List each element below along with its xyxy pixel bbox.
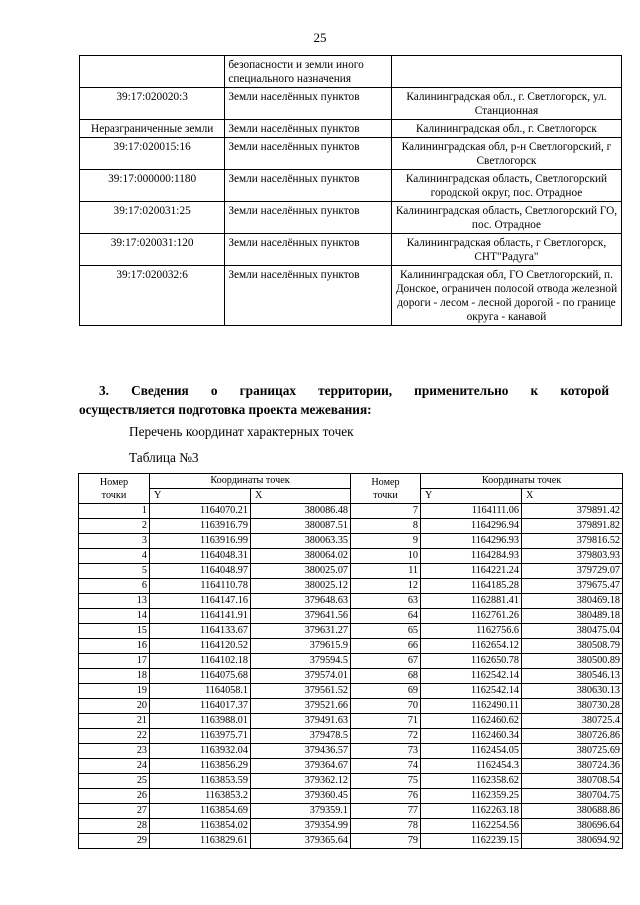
land-row — [80, 170, 622, 202]
point-number: 18 — [79, 669, 150, 684]
y-value: 1163854.02 — [150, 819, 251, 834]
y-value: 1162761.26 — [421, 609, 522, 624]
point-number: 75 — [351, 774, 421, 789]
x-value: 380489.18 — [522, 609, 623, 624]
location-cell: Калининградская область, Светлогорский городской округ, пос. Отрадное — [391, 170, 621, 202]
x-value: 379561.52 — [251, 684, 351, 699]
point-number: 27 — [79, 804, 150, 819]
y-value: 1162650.78 — [421, 654, 522, 669]
land-category-cell: Земли населённых пунктов — [225, 202, 392, 234]
location-cell — [391, 56, 621, 88]
x-value: 380630.13 — [522, 684, 623, 699]
x-value: 380708.54 — [522, 774, 623, 789]
x-value: 379362.12 — [251, 774, 351, 789]
y-value: 1164133.67 — [150, 624, 251, 639]
table-row — [79, 579, 623, 594]
y-value: 1164111.06 — [421, 504, 522, 519]
point-number: 23 — [79, 744, 150, 759]
table-row — [79, 549, 623, 564]
point-number: 74 — [351, 759, 421, 774]
table-row — [79, 759, 623, 774]
x-header: X — [251, 489, 351, 504]
coords-header-row — [79, 474, 623, 489]
point-number: 14 — [79, 609, 150, 624]
x-value: 379354.99 — [251, 819, 351, 834]
x-value: 379436.57 — [251, 744, 351, 759]
y-value: 1162460.62 — [421, 714, 522, 729]
x-value: 380725.69 — [522, 744, 623, 759]
coordinates-header: Координаты точек — [150, 474, 351, 489]
land-row — [80, 120, 622, 138]
table-row — [79, 684, 623, 699]
y-value: 1164296.94 — [421, 519, 522, 534]
point-number: 28 — [79, 819, 150, 834]
table-row — [79, 654, 623, 669]
point-number: 64 — [351, 609, 421, 624]
point-number: 4 — [79, 549, 150, 564]
point-number: 2 — [79, 519, 150, 534]
point-number: 71 — [351, 714, 421, 729]
x-value: 379574.01 — [251, 669, 351, 684]
table-row — [79, 774, 623, 789]
point-number-header-2-line2: точки — [373, 489, 398, 501]
section-heading-line2: осуществляется подготовка проекта межевания: — [79, 402, 372, 417]
location-cell: Калининградская обл, р-н Светлогорский, г Светлогорск — [391, 138, 621, 170]
x-value: 379816.52 — [522, 534, 623, 549]
point-number-header — [79, 474, 150, 504]
y-value: 1164017.37 — [150, 699, 251, 714]
point-number: 69 — [351, 684, 421, 699]
table-row — [79, 729, 623, 744]
point-number: 3 — [79, 534, 150, 549]
y-value: 1163932.04 — [150, 744, 251, 759]
x-value: 380694.92 — [522, 834, 623, 849]
point-number: 6 — [79, 579, 150, 594]
point-number: 25 — [79, 774, 150, 789]
point-number: 67 — [351, 654, 421, 669]
y-value: 1163853.2 — [150, 789, 251, 804]
y-value: 1164296.93 — [421, 534, 522, 549]
table-row — [79, 714, 623, 729]
y-value: 1162263.18 — [421, 804, 522, 819]
x-value: 380696.64 — [522, 819, 623, 834]
section-heading — [79, 381, 609, 419]
cadastral-number-cell: 39:17:020015:16 — [80, 138, 225, 170]
y-value: 1164075.68 — [150, 669, 251, 684]
y-value: 1164048.97 — [150, 564, 251, 579]
land-category-cell: Земли населённых пунктов — [225, 170, 392, 202]
page-number: 25 — [313, 30, 327, 45]
x-value: 380087.51 — [251, 519, 351, 534]
table-caption: Таблица №3 — [129, 450, 199, 465]
point-number-header-2-line1: Номер — [371, 476, 400, 488]
x-value: 379364.67 — [251, 759, 351, 774]
point-number: 1 — [79, 504, 150, 519]
y-value: 1164120.52 — [150, 639, 251, 654]
x-value: 379631.27 — [251, 624, 351, 639]
y-value: 1163853.59 — [150, 774, 251, 789]
point-number: 13 — [79, 594, 150, 609]
point-number: 12 — [351, 579, 421, 594]
point-number: 70 — [351, 699, 421, 714]
point-number: 19 — [79, 684, 150, 699]
x-value: 380688.86 — [522, 804, 623, 819]
x-value: 380025.12 — [251, 579, 351, 594]
land-row — [80, 202, 622, 234]
section-heading-line1: 3. Сведения о границах территории, применительно к которой — [99, 383, 609, 398]
y-value: 1163829.61 — [150, 834, 251, 849]
y-value: 1164102.18 — [150, 654, 251, 669]
cadastral-number-cell — [80, 56, 225, 88]
y-value: 1164284.93 — [421, 549, 522, 564]
x-value: 379478.5 — [251, 729, 351, 744]
x-value: 380469.18 — [522, 594, 623, 609]
point-number: 26 — [79, 789, 150, 804]
land-row — [80, 88, 622, 120]
point-number: 66 — [351, 639, 421, 654]
x-value: 380730.28 — [522, 699, 623, 714]
x-value: 379891.42 — [522, 504, 623, 519]
y-value: 1162542.14 — [421, 684, 522, 699]
point-number: 20 — [79, 699, 150, 714]
point-number: 9 — [351, 534, 421, 549]
y-value: 1162359.25 — [421, 789, 522, 804]
point-number: 21 — [79, 714, 150, 729]
land-plots-table — [79, 55, 622, 326]
land-row — [80, 234, 622, 266]
point-number: 72 — [351, 729, 421, 744]
x-header-2: X — [522, 489, 623, 504]
land-category-cell: Земли населённых пунктов — [225, 234, 392, 266]
x-value: 379491.63 — [251, 714, 351, 729]
y-value: 1164110.78 — [150, 579, 251, 594]
point-number: 63 — [351, 594, 421, 609]
x-value: 380724.36 — [522, 759, 623, 774]
y-value: 1162254.56 — [421, 819, 522, 834]
y-value: 1163975.71 — [150, 729, 251, 744]
point-number-header-line2: точки — [101, 489, 127, 501]
point-number: 8 — [351, 519, 421, 534]
y-value: 1164147.16 — [150, 594, 251, 609]
x-value: 379648.63 — [251, 594, 351, 609]
y-value: 1164070.21 — [150, 504, 251, 519]
table-row — [79, 789, 623, 804]
point-number: 73 — [351, 744, 421, 759]
x-value: 379365.64 — [251, 834, 351, 849]
land-row — [80, 56, 622, 88]
land-category-cell: Земли населённых пунктов — [225, 88, 392, 120]
x-value: 379359.1 — [251, 804, 351, 819]
y-value: 1162654.12 — [421, 639, 522, 654]
cadastral-number-cell: 39:17:000000:1180 — [80, 170, 225, 202]
cadastral-number-cell: 39:17:020031:120 — [80, 234, 225, 266]
y-value: 1163916.79 — [150, 519, 251, 534]
x-value: 380726.86 — [522, 729, 623, 744]
location-cell: Калининградская обл., г. Светлогорск — [391, 120, 621, 138]
point-number: 24 — [79, 759, 150, 774]
x-value: 380725.4 — [522, 714, 623, 729]
x-value: 379891.82 — [522, 519, 623, 534]
x-value: 379615.9 — [251, 639, 351, 654]
land-row — [80, 138, 622, 170]
y-value: 1162542.14 — [421, 669, 522, 684]
y-value: 1162358.62 — [421, 774, 522, 789]
point-number: 7 — [351, 504, 421, 519]
land-category-cell: Земли населённых пунктов — [225, 266, 392, 326]
table-row — [79, 669, 623, 684]
location-cell: Калининградская обл, ГО Светлогорский, п. Донское, ограничен полосой отвода железной дороги - лесом - лесной дорогой - по границе округа - канавой — [391, 266, 621, 326]
x-value: 380063.35 — [251, 534, 351, 549]
y-value: 1162454.05 — [421, 744, 522, 759]
y-value: 1164141.91 — [150, 609, 251, 624]
point-number: 15 — [79, 624, 150, 639]
land-category-cell: безопасности и земли иного специального назначения — [225, 56, 392, 88]
y-value: 1164058.1 — [150, 684, 251, 699]
land-row — [80, 266, 622, 326]
table-row — [79, 609, 623, 624]
point-number: 68 — [351, 669, 421, 684]
x-value: 380064.02 — [251, 549, 351, 564]
table-row — [79, 744, 623, 759]
location-cell: Калининградская область, г Светлогорск, СНТ"Радуга" — [391, 234, 621, 266]
land-category-cell: Земли населённых пунктов — [225, 120, 392, 138]
y-value: 1162881.41 — [421, 594, 522, 609]
cadastral-number-cell: 39:17:020020:3 — [80, 88, 225, 120]
table-row — [79, 534, 623, 549]
y-value: 1162490.11 — [421, 699, 522, 714]
point-number: 17 — [79, 654, 150, 669]
point-number: 5 — [79, 564, 150, 579]
y-value: 1163856.29 — [150, 759, 251, 774]
location-cell: Калининградская обл., г. Светлогорск, ул. Станционная — [391, 88, 621, 120]
y-value: 1162756.6 — [421, 624, 522, 639]
point-number: 29 — [79, 834, 150, 849]
y-value: 1164185.28 — [421, 579, 522, 594]
location-cell: Калининградская область, Светлогорский ГО, пос. Отрадное — [391, 202, 621, 234]
table-row — [79, 639, 623, 654]
point-number: 77 — [351, 804, 421, 819]
point-number-header-line1: Номер — [99, 476, 129, 488]
point-number: 65 — [351, 624, 421, 639]
y-value: 1163854.69 — [150, 804, 251, 819]
coordinates-header-2: Координаты точек — [421, 474, 623, 489]
table-row — [79, 804, 623, 819]
point-number: 79 — [351, 834, 421, 849]
y-value: 1162454.3 — [421, 759, 522, 774]
x-value: 380546.13 — [522, 669, 623, 684]
x-value: 379360.45 — [251, 789, 351, 804]
point-number: 11 — [351, 564, 421, 579]
x-value: 380086.48 — [251, 504, 351, 519]
point-number: 10 — [351, 549, 421, 564]
y-header: Y — [150, 489, 251, 504]
coordinates-table — [78, 473, 623, 849]
x-value: 379521.66 — [251, 699, 351, 714]
table-row — [79, 624, 623, 639]
point-number: 76 — [351, 789, 421, 804]
point-number: 16 — [79, 639, 150, 654]
table-row — [79, 564, 623, 579]
y-value: 1163988.01 — [150, 714, 251, 729]
land-category-cell: Земли населённых пунктов — [225, 138, 392, 170]
table-row — [79, 504, 623, 519]
x-value: 379641.56 — [251, 609, 351, 624]
table-row — [79, 519, 623, 534]
x-value: 379803.93 — [522, 549, 623, 564]
x-value: 379675.47 — [522, 579, 623, 594]
cadastral-number-cell: Неразграниченные земли — [80, 120, 225, 138]
y-value: 1164048.31 — [150, 549, 251, 564]
coordinates-list-title: Перечень координат характерных точек — [129, 424, 354, 439]
x-value: 379729.07 — [522, 564, 623, 579]
y-header-2: Y — [421, 489, 522, 504]
table-row — [79, 819, 623, 834]
table-row — [79, 594, 623, 609]
cadastral-number-cell: 39:17:020032:6 — [80, 266, 225, 326]
x-value: 380508.79 — [522, 639, 623, 654]
x-value: 380500.89 — [522, 654, 623, 669]
table-row — [79, 699, 623, 714]
y-value: 1164221.24 — [421, 564, 522, 579]
y-value: 1163916.99 — [150, 534, 251, 549]
point-number-header-2 — [351, 474, 421, 504]
x-value: 380025.07 — [251, 564, 351, 579]
x-value: 380475.04 — [522, 624, 623, 639]
x-value: 379594.5 — [251, 654, 351, 669]
table-row — [79, 834, 623, 849]
y-value: 1162239.15 — [421, 834, 522, 849]
cadastral-number-cell: 39:17:020031:25 — [80, 202, 225, 234]
point-number: 78 — [351, 819, 421, 834]
x-value: 380704.75 — [522, 789, 623, 804]
point-number: 22 — [79, 729, 150, 744]
y-value: 1162460.34 — [421, 729, 522, 744]
